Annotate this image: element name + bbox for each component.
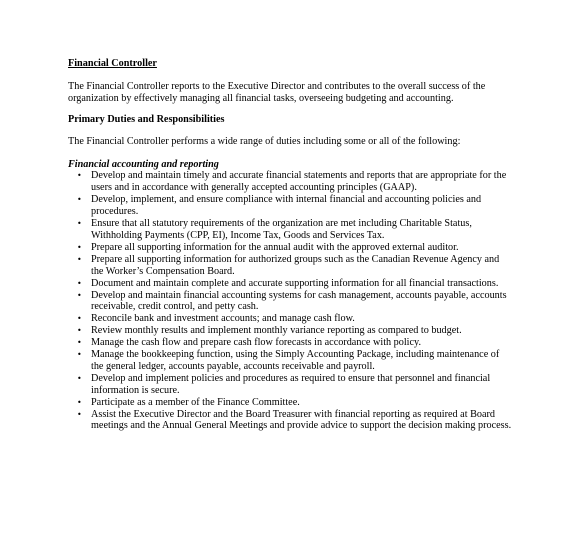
bullet-icon: • xyxy=(77,219,82,229)
bullet-icon: • xyxy=(77,409,82,419)
list-item xyxy=(68,254,513,278)
bullet-icon: • xyxy=(77,195,82,205)
list-item xyxy=(68,397,513,409)
duty-text: Document and maintain complete and accurate supporting information for all financial transactions. xyxy=(91,277,499,289)
section-heading: Primary Duties and Responsibilities xyxy=(68,113,225,125)
bullet-icon: • xyxy=(77,254,82,264)
intro-paragraph: The Financial Controller reports to the Executive Director and contributes to the overall success of the organization by effectively managing all financial tasks, overseeing budgeting and accounting. xyxy=(68,80,486,104)
list-item xyxy=(68,290,513,314)
bullet-icon: • xyxy=(77,278,82,288)
duty-text: Reconcile bank and investment accounts; and manage cash flow. xyxy=(91,313,355,325)
duty-text: Develop, implement, and ensure compliance with internal financial and accounting policies and procedures. xyxy=(91,194,482,218)
bullet-icon: • xyxy=(77,290,82,300)
bullet-icon: • xyxy=(77,326,82,336)
bullet-icon: • xyxy=(77,350,82,360)
duties-list xyxy=(68,170,513,432)
list-item xyxy=(68,170,513,194)
list-item xyxy=(68,194,513,218)
bullet-icon: • xyxy=(77,242,82,252)
list-item xyxy=(68,373,513,397)
duty-text: Review monthly results and implement monthly variance reporting as compared to budget. xyxy=(91,325,462,337)
duty-text: Assist the Executive Director and the Board Treasurer with financial reporting as required at Board meetings and the Annual General Meetings and provide advice to support the decision making process. xyxy=(91,408,512,432)
duty-text: Develop and implement policies and procedures as required to ensure that personnel and financial information is secure. xyxy=(91,372,491,396)
list-item xyxy=(68,278,513,290)
list-item xyxy=(68,242,513,254)
duty-text: Ensure that all statutory requirements of the organization are met including Charitable Status, Withholding Payments (CPP, EI), Income Tax, Goods and Services Tax. xyxy=(91,218,472,241)
list-item xyxy=(68,325,513,337)
bullet-icon: • xyxy=(77,314,82,324)
list-item xyxy=(68,349,513,373)
document-title: Financial Controller xyxy=(68,58,157,69)
duty-text: Develop and maintain financial accounting systems for cash management, accounts payable, accounts receivable, credit control, and petty cash. xyxy=(91,289,507,313)
lead-paragraph: The Financial Controller performs a wide range of duties including some or all of the following: xyxy=(68,135,461,147)
duty-text: Prepare all supporting information for the annual audit with the approved external auditor. xyxy=(91,241,459,253)
duty-text: Develop and maintain timely and accurate financial statements and reports that are appropriate for the users and in accordance with generally accepted accounting principles (GAAP). xyxy=(91,170,507,194)
subheading: Financial accounting and reporting xyxy=(68,158,219,170)
bullet-icon: • xyxy=(77,338,82,348)
bullet-icon: • xyxy=(77,171,82,181)
bullet-icon: • xyxy=(77,373,82,383)
duty-text: Manage the cash flow and prepare cash flow forecasts in accordance with policy. xyxy=(91,337,422,349)
list-item xyxy=(68,337,513,349)
bullet-icon: • xyxy=(77,397,82,407)
duty-text: Manage the bookkeeping function, using the Simply Accounting Package, including maintenance of the general ledger, accounts payable, accounts receivable and payroll. xyxy=(91,349,500,372)
document-content xyxy=(68,58,513,432)
list-item xyxy=(68,313,513,325)
duty-text: Prepare all supporting information for authorized groups such as the Canadian Revenue Agency and the Worker’s Compensation Board. xyxy=(91,253,500,277)
list-item xyxy=(68,218,513,242)
duty-text: Participate as a member of the Finance Committee. xyxy=(91,396,300,408)
list-item xyxy=(68,409,513,433)
